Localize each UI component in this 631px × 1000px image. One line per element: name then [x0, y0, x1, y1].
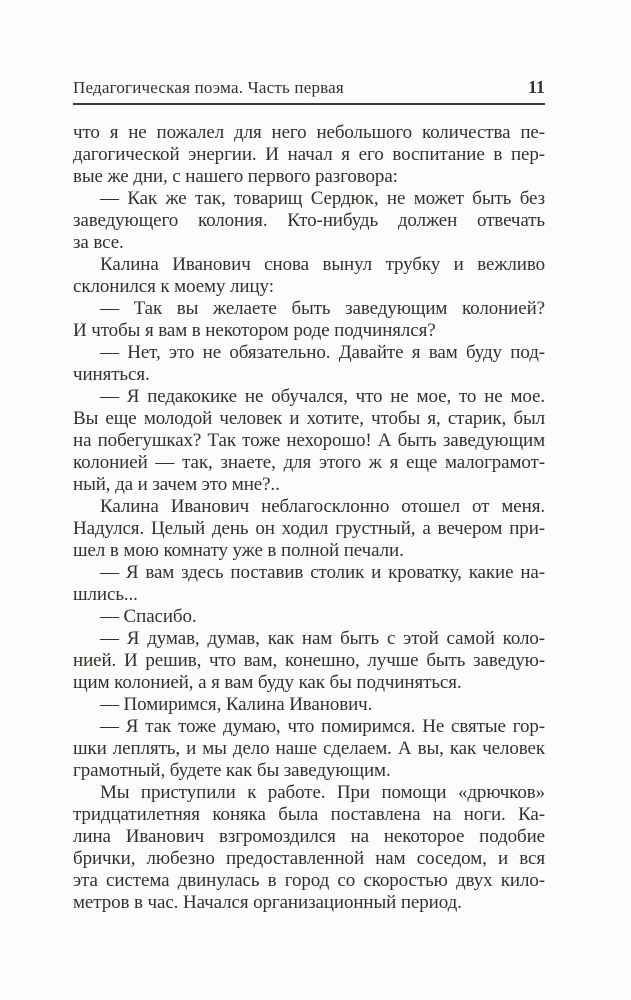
page-number: 11	[528, 77, 545, 97]
running-header	[73, 77, 545, 105]
text-line: метров в час. Начался организационный период.	[73, 892, 462, 913]
paragraph	[73, 122, 545, 188]
text-line: на побегушках? Так тоже нехорошо! А быть заведующим	[73, 430, 545, 451]
paragraph	[73, 562, 545, 606]
paragraph	[73, 188, 545, 254]
text-line: грамотный, будете как бы заведующим.	[73, 760, 391, 781]
text-line: — Я так тоже думаю, что помиримся. Не святые гор-	[100, 716, 545, 737]
text-line: Надулся. Целый день он ходил грустный, а вечером при-	[73, 518, 545, 539]
text-line: И чтобы я вам в некотором роде подчинялся?	[73, 320, 436, 341]
running-header-title: Педагогическая поэма. Часть первая	[73, 78, 344, 97]
text-line: склонился к моему лицу:	[73, 276, 274, 297]
text-line: эта система двинулась в город со скоростью двух кило-	[73, 870, 545, 891]
text-line: шел в мою комнату уже в полной печали.	[73, 540, 404, 561]
text-line: чиняться.	[73, 364, 150, 385]
paragraph	[73, 782, 545, 914]
text-line: что я не пожалел для него небольшого количества пе-	[73, 122, 545, 143]
text-line: за все.	[73, 232, 124, 253]
text-line: — Я думав, думав, как нам быть с этой самой коло-	[100, 628, 545, 649]
text-line: — Так вы желаете быть заведующим колонией?	[100, 298, 545, 319]
text-line: колонией — так, знаете, для этого ж я еще малограмот-	[73, 452, 545, 473]
paragraph	[73, 606, 545, 628]
text-line: заведующего колония. Кто-нибудь должен отвечать	[73, 210, 545, 231]
paragraph	[73, 254, 545, 298]
text-line: — Я вам здесь поставив столик и кроватку, какие на-	[100, 562, 545, 583]
text-line: Калина Иванович неблагосклонно отошел от меня.	[100, 496, 545, 517]
text-line: Мы приступили к работе. При помощи «дрючков»	[100, 782, 545, 803]
text-line: дагогической энергии. И начал я его воспитание в пер-	[73, 144, 545, 165]
paragraph	[73, 716, 545, 782]
text-line: — Как же так, товарищ Сердюк, не может быть без	[100, 188, 545, 209]
text-line: шлись...	[73, 584, 138, 605]
text-line: — Спасибо.	[100, 606, 197, 627]
paragraph	[73, 496, 545, 562]
text-line: лина Иванович взгромоздился на некоторое подобие	[73, 826, 545, 847]
text-line: — Помиримся, Калина Иванович.	[100, 694, 373, 715]
text-line: Калина Иванович снова вынул трубку и вежливо	[100, 254, 545, 275]
text-line: тридцатилетняя коняка была поставлена на ноги. Ка-	[73, 804, 545, 825]
paragraph	[73, 342, 545, 386]
text-line: Вы еще молодой человек и хотите, чтобы я, старик, был	[73, 408, 545, 429]
paragraph	[73, 628, 545, 694]
text-line: брички, любезно предоставленной нам соседом, и вся	[73, 848, 545, 869]
text-line: щим колонией, а я вам буду как бы подчиняться.	[73, 672, 462, 693]
text-line: шки леплять, и мы дело наше сделаем. А вы, как человек	[73, 738, 545, 759]
page-body	[73, 122, 545, 914]
text-line: — Нет, это не обязательно. Давайте я вам буду под-	[100, 342, 545, 363]
paragraph	[73, 298, 545, 342]
paragraph	[73, 694, 545, 716]
paragraph	[73, 386, 545, 496]
text-line: нией. И решив, что вам, конешно, лучше быть заведую-	[73, 650, 545, 671]
text-line: — Я педакокике не обучался, что не мое, то не мое.	[100, 386, 545, 407]
text-line: ный, да и зачем это мне?..	[73, 474, 280, 495]
text-line: вые же дни, с нашего первого разговора:	[73, 166, 398, 187]
